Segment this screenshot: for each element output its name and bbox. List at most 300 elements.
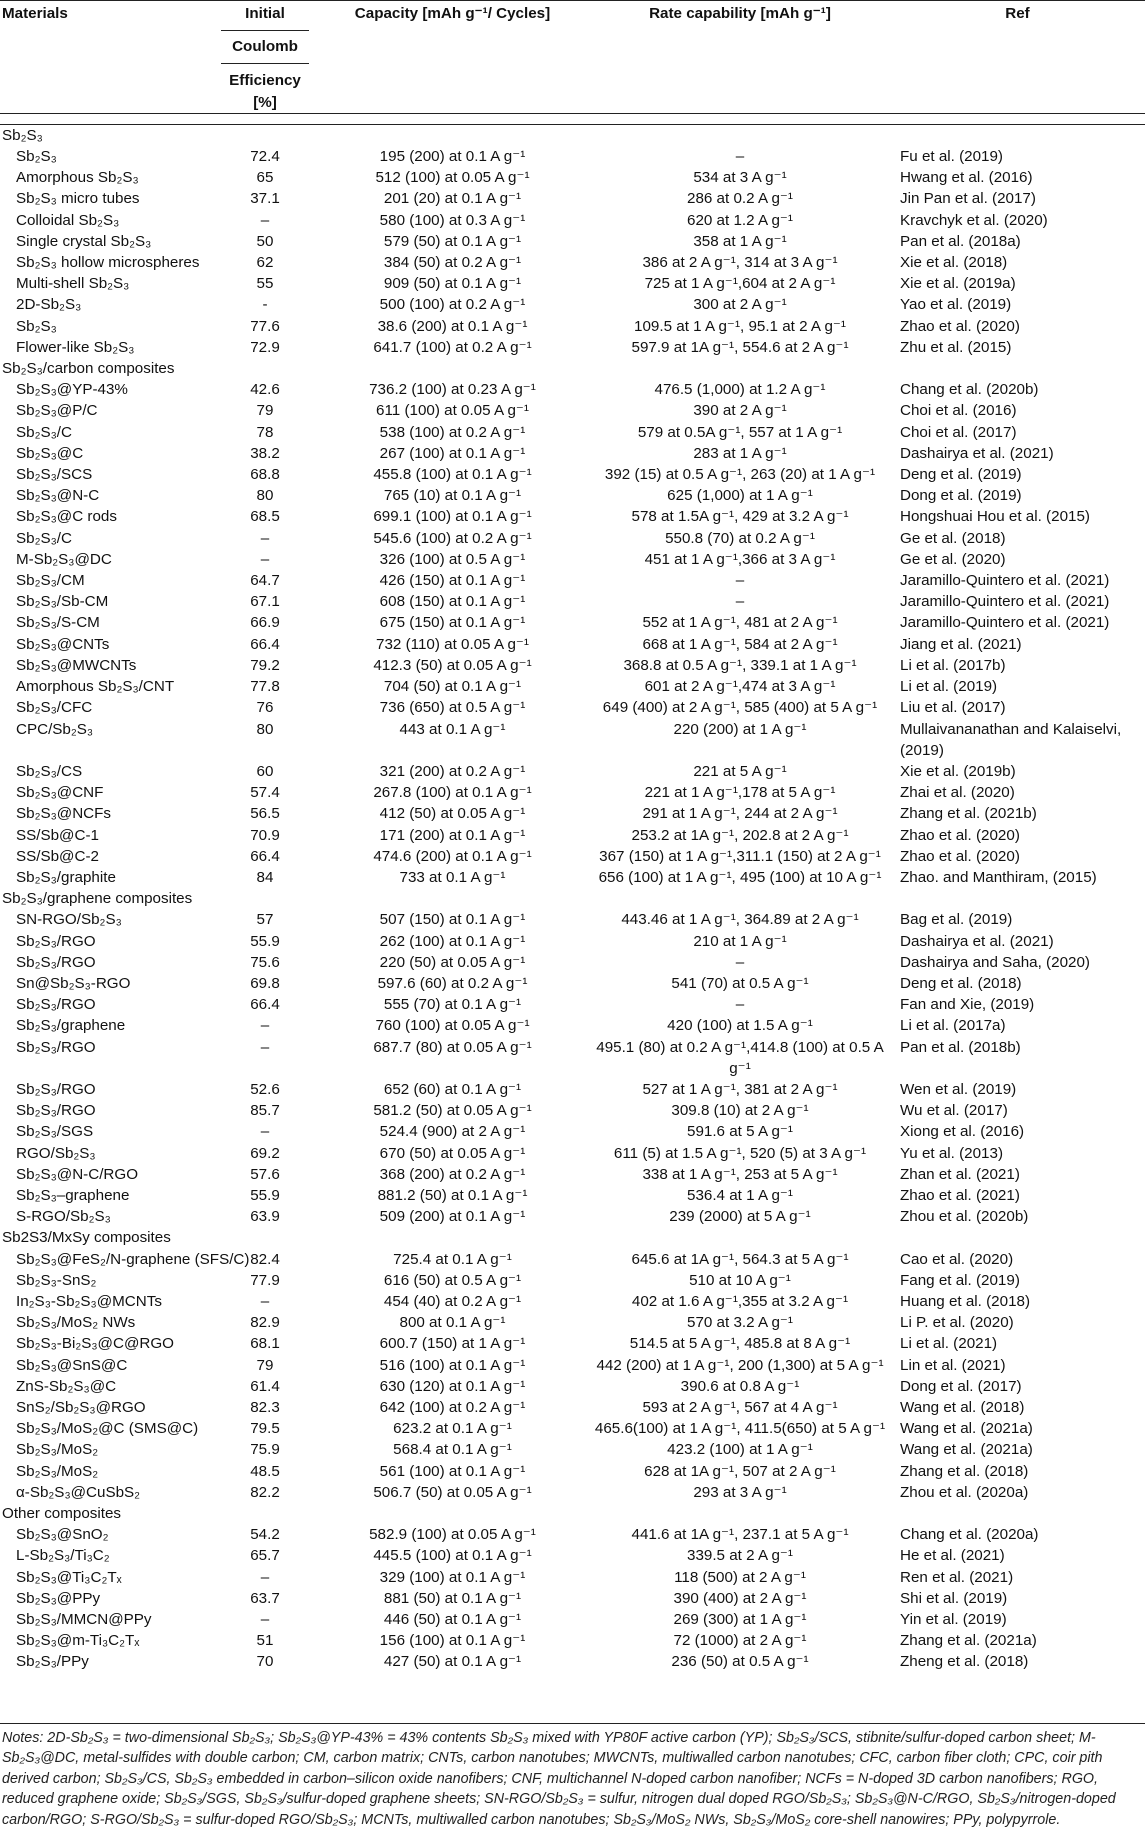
cell-rate: 283 at 1 A g⁻¹ xyxy=(693,444,787,462)
cell-capacity: 455.8 (100) at 0.1 A g⁻¹ xyxy=(373,466,532,484)
cell-efficiency: 66.4 xyxy=(250,847,280,865)
header-rate: Rate capability [mAh g⁻¹] xyxy=(649,5,831,22)
cell-efficiency: 60 xyxy=(256,762,274,780)
cell-material: Sb₂S₃/PPy xyxy=(16,1653,89,1671)
cell-rate: 476.5 (1,000) at 1.2 A g⁻¹ xyxy=(654,381,826,399)
table-row xyxy=(0,422,1145,443)
table-row xyxy=(0,379,1145,400)
cell-ref: Deng et al. (2018) xyxy=(900,974,1022,992)
cell-efficiency: 85.7 xyxy=(250,1102,280,1120)
cell-capacity: 579 (50) at 0.1 A g⁻¹ xyxy=(383,232,522,250)
cell-material: α-Sb₂S₃@CuSbS₂ xyxy=(16,1483,141,1501)
cell-rate: 239 (2000) at 5 A g⁻¹ xyxy=(669,1208,811,1226)
cell-material: Sb₂S₃/S-CM xyxy=(16,614,100,632)
cell-efficiency: 82.9 xyxy=(250,1314,280,1332)
cell-rate: – xyxy=(735,593,745,611)
cell-material: SN-RGO/Sb₂S₃ xyxy=(16,911,122,929)
cell-material: Sb₂S₃@SnO₂ xyxy=(16,1526,109,1544)
cell-rate: – xyxy=(735,148,745,166)
cell-material: Sb₂S₃-Bi₂S₃@C@RGO xyxy=(16,1335,174,1353)
cell-capacity: 156 (100) at 0.1 A g⁻¹ xyxy=(379,1632,526,1650)
cell-material: Sb₂S₃@C xyxy=(16,444,84,462)
cell-ref: Dashairya et al. (2021) xyxy=(900,444,1054,462)
cell-efficiency: 65 xyxy=(256,169,274,187)
cell-material: Sb₂S₃/RGO xyxy=(16,932,96,950)
cell-rate: 668 at 1 A g⁻¹, 584 at 2 A g⁻¹ xyxy=(642,635,838,653)
section-header xyxy=(0,1227,1145,1248)
cell-efficiency: 37.1 xyxy=(250,190,280,208)
cell-ref: Zhu et al. (2015) xyxy=(900,338,1012,356)
cell-material: Sb₂S₃/CFC xyxy=(16,699,93,717)
cell-rate: 269 (300) at 1 A g⁻¹ xyxy=(673,1611,807,1629)
cell-capacity: 760 (100) at 0.05 A g⁻¹ xyxy=(375,1017,530,1035)
cell-capacity: 580 (100) at 0.3 A g⁻¹ xyxy=(379,211,526,229)
cell-material: Sb₂S₃@SnS@C xyxy=(16,1356,128,1374)
cell-ref: Zhao et al. (2020) xyxy=(900,826,1020,844)
header-initial: Initial xyxy=(245,5,285,22)
section-header xyxy=(0,1503,1145,1524)
cell-material: Sb₂S₃-SnS₂ xyxy=(16,1271,97,1289)
cell-ref: Ren et al. (2021) xyxy=(900,1568,1014,1586)
cell-ref: Zhang et al. (2018) xyxy=(900,1462,1029,1480)
table-row xyxy=(0,1143,1145,1164)
table-row xyxy=(0,1376,1145,1397)
cell-ref: Yin et al. (2019) xyxy=(900,1611,1007,1629)
cell-ref: Cao et al. (2020) xyxy=(900,1250,1014,1268)
cell-material: SS/Sb@C-1 xyxy=(16,826,99,844)
cell-capacity: 597.6 (60) at 0.2 A g⁻¹ xyxy=(377,974,528,992)
cell-efficiency: 82.3 xyxy=(250,1399,280,1416)
cell-ref: Chang et al. (2020b) xyxy=(900,381,1039,399)
cell-material: Sb₂S₃@m-Ti₃C₂Tₓ xyxy=(16,1632,140,1650)
cell-capacity: 732 (110) at 0.05 A g⁻¹ xyxy=(376,635,529,653)
cell-ref: Ge et al. (2020) xyxy=(900,550,1006,568)
cell-material: Sb₂S₃@PPy xyxy=(16,1589,101,1607)
cell-rate: 220 (200) at 1 A g⁻¹ xyxy=(673,720,807,738)
table-row xyxy=(0,952,1145,973)
cell-material: Flower-like Sb₂S₃ xyxy=(16,338,135,356)
cell-ref: Zhan et al. (2021) xyxy=(900,1165,1020,1183)
cell-material: Sb₂S₃/RGO xyxy=(16,1080,96,1098)
cell-efficiency: 82.2 xyxy=(250,1483,280,1501)
table-row xyxy=(0,528,1145,549)
cell-capacity: 38.6 (200) at 0.1 A g⁻¹ xyxy=(377,317,528,335)
cell-material: Sb₂S₃ xyxy=(16,148,57,166)
cell-capacity: 426 (150) at 0.1 A g⁻¹ xyxy=(379,572,526,590)
section-title: Sb₂S₃/carbon composites xyxy=(2,360,175,378)
cell-efficiency: 61.4 xyxy=(250,1377,280,1395)
cell-rate: 118 (500) at 2 A g⁻¹ xyxy=(674,1568,806,1586)
cell-rate: 338 at 1 A g⁻¹, 253 at 5 A g⁻¹ xyxy=(642,1165,838,1183)
table-row xyxy=(0,485,1145,506)
cell-rate: 593 at 2 A g⁻¹, 567 at 4 A g⁻¹ xyxy=(642,1399,838,1416)
table-row xyxy=(0,676,1145,697)
table-row xyxy=(0,464,1145,485)
cell-ref: Wu et al. (2017) xyxy=(900,1102,1008,1120)
table-body xyxy=(0,124,1145,1672)
cell-material: Single crystal Sb₂S₃ xyxy=(16,232,152,250)
cell-capacity: 652 (60) at 0.1 A g⁻¹ xyxy=(383,1080,522,1098)
cell-efficiency: 42.6 xyxy=(250,381,280,399)
table-row xyxy=(0,1291,1145,1312)
table-row xyxy=(0,1588,1145,1609)
cell-efficiency: 63.9 xyxy=(250,1208,280,1226)
cell-material: Sb₂S₃/CS xyxy=(16,762,83,780)
cell-ref: Zheng et al. (2018) xyxy=(900,1653,1029,1671)
cell-material: Sb₂S₃–graphene xyxy=(16,1186,130,1204)
table-row xyxy=(0,549,1145,570)
cell-material: Sb₂S₃ micro tubes xyxy=(16,190,140,208)
cell-efficiency: 56.5 xyxy=(250,805,280,823)
cell-capacity: 384 (50) at 0.2 A g⁻¹ xyxy=(383,254,522,272)
cell-rate: 645.6 at 1A g⁻¹, 564.3 at 5 A g⁻¹ xyxy=(631,1250,849,1268)
cell-rate: 578 at 1.5A g⁻¹, 429 at 3.2 A g⁻¹ xyxy=(631,508,849,526)
table-row xyxy=(0,252,1145,273)
cell-rate: 390.6 at 0.8 A g⁻¹ xyxy=(680,1377,800,1395)
table-row xyxy=(0,909,1145,930)
cell-ref: Mullaivananathan and Kalaiselvi, (2019) xyxy=(900,720,1122,759)
cell-rate: 221 at 1 A g⁻¹,178 at 5 A g⁻¹ xyxy=(644,784,836,802)
cell-material: Sb₂S₃ hollow microspheres xyxy=(16,254,200,272)
cell-ref: Zhao et al. (2020) xyxy=(900,317,1020,335)
table-row xyxy=(0,867,1145,888)
cell-capacity: 611 (100) at 0.05 A g⁻¹ xyxy=(376,402,529,420)
table-header xyxy=(0,1,1145,125)
table-row xyxy=(0,1439,1145,1460)
cell-rate: 392 (15) at 0.5 A g⁻¹, 263 (20) at 1 A g⁻¹ xyxy=(604,466,876,484)
cell-material: M-Sb₂S₃@DC xyxy=(16,550,112,568)
table-row xyxy=(0,1079,1145,1100)
cell-capacity: 630 (120) at 0.1 A g⁻¹ xyxy=(379,1377,526,1395)
cell-capacity: 623.2 at 0.1 A g⁻¹ xyxy=(393,1420,512,1438)
table-row xyxy=(0,1397,1145,1418)
cell-efficiency: 55 xyxy=(256,275,274,293)
cell-ref: He et al. (2021) xyxy=(900,1547,1005,1565)
cell-material: Sb₂S₃@YP-43% xyxy=(16,381,128,399)
cell-efficiency: 79 xyxy=(256,402,274,420)
cell-ref: Xie et al. (2019b) xyxy=(900,762,1016,780)
cell-material: ZnS-Sb₂S₃@C xyxy=(16,1377,117,1395)
cell-capacity: 500 (100) at 0.2 A g⁻¹ xyxy=(379,296,526,314)
cell-ref: Zhang et al. (2021a) xyxy=(900,1632,1037,1650)
cell-rate: 210 at 1 A g⁻¹ xyxy=(693,932,787,950)
cell-efficiency: 62 xyxy=(256,254,274,272)
cell-efficiency: 80 xyxy=(256,487,274,505)
cell-capacity: 427 (50) at 0.1 A g⁻¹ xyxy=(383,1653,522,1671)
cell-capacity: 704 (50) at 0.1 A g⁻¹ xyxy=(383,678,522,696)
table-row xyxy=(0,803,1145,824)
section-title: Sb₂S₃/graphene composites xyxy=(2,890,193,908)
cell-ref: Zhou et al. (2020a) xyxy=(900,1483,1029,1501)
cell-capacity: 736.2 (100) at 0.23 A g⁻¹ xyxy=(369,381,536,399)
table-row xyxy=(0,719,1145,761)
cell-capacity: 368 (200) at 0.2 A g⁻¹ xyxy=(379,1165,526,1183)
cell-material: In₂S₃-Sb₂S₃@MCNTs xyxy=(16,1292,162,1310)
cell-efficiency: 54.2 xyxy=(250,1526,280,1544)
cell-capacity: 725.4 at 0.1 A g⁻¹ xyxy=(393,1250,512,1268)
table-row xyxy=(0,1651,1145,1672)
cell-rate: 625 (1,000) at 1 A g⁻¹ xyxy=(667,487,813,505)
cell-rate: 339.5 at 2 A g⁻¹ xyxy=(687,1547,793,1565)
cell-capacity: 538 (100) at 0.2 A g⁻¹ xyxy=(379,423,526,441)
cell-rate: 527 at 1 A g⁻¹, 381 at 2 A g⁻¹ xyxy=(642,1080,838,1098)
cell-capacity: 516 (100) at 0.1 A g⁻¹ xyxy=(379,1356,526,1374)
cell-rate: 656 (100) at 1 A g⁻¹, 495 (100) at 10 A g⁻¹ xyxy=(598,868,882,886)
cell-rate: 536.4 at 1 A g⁻¹ xyxy=(687,1186,793,1204)
cell-rate: – xyxy=(735,953,745,971)
cell-capacity: 765 (10) at 0.1 A g⁻¹ xyxy=(383,487,522,505)
cell-ref: Pan et al. (2018b) xyxy=(900,1038,1021,1056)
cell-material: Sb₂S₃/RGO xyxy=(16,996,96,1014)
cell-ref: Li P. et al. (2020) xyxy=(900,1314,1014,1332)
cell-ref: Kravchyk et al. (2020) xyxy=(900,211,1048,229)
table-row xyxy=(0,1206,1145,1227)
table-row xyxy=(0,1164,1145,1185)
cell-material: Sb₂S₃@P/C xyxy=(16,402,98,420)
cell-ref: Bag et al. (2019) xyxy=(900,911,1013,929)
cell-ref: Xie et al. (2018) xyxy=(900,254,1008,272)
cell-material: Sb₂S₃/C xyxy=(16,529,72,547)
cell-ref: Li et al. (2017b) xyxy=(900,656,1006,674)
cell-ref: Jin Pan et al. (2017) xyxy=(900,190,1036,208)
cell-capacity: 736 (650) at 0.5 A g⁻¹ xyxy=(379,699,526,717)
cell-rate: 591.6 at 5 A g⁻¹ xyxy=(687,1123,793,1141)
section-header xyxy=(0,888,1145,909)
table-row xyxy=(0,1312,1145,1333)
cell-capacity: 329 (100) at 0.1 A g⁻¹ xyxy=(379,1568,526,1586)
cell-rate: 611 (5) at 1.5 A g⁻¹, 520 (5) at 3 A g⁻¹ xyxy=(613,1144,867,1162)
cell-rate: 441.6 at 1A g⁻¹, 237.1 at 5 A g⁻¹ xyxy=(631,1526,849,1544)
section-title: Sb2S3/MxSy composites xyxy=(2,1229,171,1247)
cell-capacity: 909 (50) at 0.1 A g⁻¹ xyxy=(383,275,522,293)
cell-efficiency: 79 xyxy=(256,1356,274,1374)
cell-efficiency: – xyxy=(260,1123,270,1141)
cell-material: Sb₂S₃/RGO xyxy=(16,1038,96,1056)
cell-ref: Jaramillo-Quintero et al. (2021) xyxy=(900,593,1110,611)
cell-ref: Hwang et al. (2016) xyxy=(900,169,1033,187)
header-efficiency-label: Efficiency [%] xyxy=(221,63,309,112)
cell-capacity: 600.7 (150) at 1 A g⁻¹ xyxy=(379,1335,526,1353)
cell-efficiency: 57.6 xyxy=(250,1165,280,1183)
cell-ref: Dashairya et al. (2021) xyxy=(900,932,1054,950)
cell-material: S-RGO/Sb₂S₃ xyxy=(16,1208,111,1226)
cell-rate: 443.46 at 1 A g⁻¹, 364.89 at 2 A g⁻¹ xyxy=(621,911,859,929)
cell-rate: 420 (100) at 1.5 A g⁻¹ xyxy=(667,1017,813,1035)
cell-material: Sb₂S₃@Ti₃C₂Tₓ xyxy=(16,1568,122,1586)
cell-material: Sb₂S₃@MWCNTs xyxy=(16,656,137,674)
cell-capacity: 321 (200) at 0.2 A g⁻¹ xyxy=(379,762,526,780)
table-row xyxy=(0,1482,1145,1503)
cell-efficiency: 55.9 xyxy=(250,932,280,950)
cell-capacity: 642 (100) at 0.2 A g⁻¹ xyxy=(379,1399,526,1416)
table-row xyxy=(0,273,1145,294)
table-row xyxy=(0,1015,1145,1036)
cell-efficiency: – xyxy=(260,529,270,547)
cell-ref: Wang et al. (2021a) xyxy=(900,1441,1033,1459)
cell-capacity: 641.7 (100) at 0.2 A g⁻¹ xyxy=(373,338,532,356)
cell-rate: 725 at 1 A g⁻¹,604 at 2 A g⁻¹ xyxy=(644,275,836,293)
cell-rate: 236 (50) at 0.5 A g⁻¹ xyxy=(671,1653,809,1671)
cell-capacity: 446 (50) at 0.1 A g⁻¹ xyxy=(383,1611,522,1629)
cell-efficiency: 57 xyxy=(256,911,274,929)
cell-efficiency: 66.9 xyxy=(250,614,280,632)
table-row xyxy=(0,1567,1145,1588)
cell-capacity: 881.2 (50) at 0.1 A g⁻¹ xyxy=(377,1186,528,1204)
cell-efficiency: 67.1 xyxy=(250,593,280,611)
cell-material: CPC/Sb₂S₃ xyxy=(16,720,94,738)
cell-ref: Yu et al. (2013) xyxy=(900,1144,1004,1162)
cell-material: Sb₂S₃/Sb-CM xyxy=(16,593,109,611)
cell-rate: 368.8 at 0.5 A g⁻¹, 339.1 at 1 A g⁻¹ xyxy=(623,656,857,674)
cell-ref: Zhou et al. (2020b) xyxy=(900,1208,1029,1226)
cell-capacity: 616 (50) at 0.5 A g⁻¹ xyxy=(383,1271,522,1289)
cell-material: Sb₂S₃/graphite xyxy=(16,868,116,886)
cell-efficiency: 68.1 xyxy=(250,1335,280,1353)
cell-capacity: 507 (150) at 0.1 A g⁻¹ xyxy=(379,911,526,929)
cell-rate: 109.5 at 1 A g⁻¹, 95.1 at 2 A g⁻¹ xyxy=(634,317,846,335)
header-coulomb: Coulomb xyxy=(221,30,309,57)
cell-efficiency: 75.6 xyxy=(250,953,280,971)
cell-capacity: 670 (50) at 0.05 A g⁻¹ xyxy=(379,1144,526,1162)
cell-efficiency: 72.9 xyxy=(250,338,280,356)
cell-material: Sb₂S₃/MoS₂ xyxy=(16,1441,99,1459)
header-materials: Materials xyxy=(2,5,68,22)
cell-material: Sb₂S₃@FeS₂/N-graphene (SFS/C) xyxy=(16,1250,250,1268)
cell-capacity: 195 (200) at 0.1 A g⁻¹ xyxy=(379,148,526,166)
cell-capacity: 608 (150) at 0.1 A g⁻¹ xyxy=(379,593,526,611)
cell-rate: 552 at 1 A g⁻¹, 481 at 2 A g⁻¹ xyxy=(642,614,838,632)
cell-ref: Choi et al. (2017) xyxy=(900,423,1017,441)
cell-capacity: 267.8 (100) at 0.1 A g⁻¹ xyxy=(373,784,532,802)
cell-capacity: 687.7 (80) at 0.05 A g⁻¹ xyxy=(373,1038,532,1056)
table-row xyxy=(0,1037,1145,1079)
cell-material: Amorphous Sb₂S₃/CNT xyxy=(16,678,175,696)
cell-capacity: 699.1 (100) at 0.1 A g⁻¹ xyxy=(373,508,532,526)
cell-efficiency: 77.8 xyxy=(250,678,280,696)
cell-material: Sb₂S₃@CNTs xyxy=(16,635,110,653)
cell-ref: Dashairya and Saha, (2020) xyxy=(900,953,1090,971)
cell-material: Multi-shell Sb₂S₃ xyxy=(16,275,130,293)
section-header xyxy=(0,358,1145,379)
cell-capacity: 881 (50) at 0.1 A g⁻¹ xyxy=(383,1589,522,1607)
table-row xyxy=(0,1100,1145,1121)
cell-rate: 597.9 at 1A g⁻¹, 554.6 at 2 A g⁻¹ xyxy=(631,338,849,356)
table-row xyxy=(0,443,1145,464)
cell-rate: 649 (400) at 2 A g⁻¹, 585 (400) at 5 A g⁻¹ xyxy=(602,699,878,717)
cell-ref: Wang et al. (2021a) xyxy=(900,1420,1033,1438)
section-title: Sb₂S₃ xyxy=(2,126,43,144)
table-row xyxy=(0,591,1145,612)
cell-efficiency: – xyxy=(260,1292,270,1310)
cell-rate: 534 at 3 A g⁻¹ xyxy=(693,169,787,187)
table-row xyxy=(0,506,1145,527)
cell-material: Sb₂S₃/RGO xyxy=(16,953,96,971)
table-row xyxy=(0,846,1145,867)
table-row xyxy=(0,697,1145,718)
cell-material: Sb₂S₃@N-C/RGO xyxy=(16,1165,139,1183)
cell-efficiency: 68.5 xyxy=(250,508,280,526)
table-row xyxy=(0,316,1145,337)
cell-rate: 570 at 3.2 A g⁻¹ xyxy=(687,1314,793,1332)
cell-efficiency: – xyxy=(260,1611,270,1629)
cell-efficiency: 51 xyxy=(256,1632,274,1650)
table-row xyxy=(0,655,1145,676)
cell-material: Sb₂S₃/MoS₂ NWs xyxy=(16,1314,136,1332)
table-row xyxy=(0,400,1145,421)
cell-ref: Wen et al. (2019) xyxy=(900,1080,1017,1098)
cell-rate: 601 at 2 A g⁻¹,474 at 3 A g⁻¹ xyxy=(644,678,836,696)
table-row xyxy=(0,294,1145,315)
cell-capacity: 581.2 (50) at 0.05 A g⁻¹ xyxy=(373,1102,532,1120)
table-row xyxy=(0,634,1145,655)
cell-rate: 550.8 (70) at 0.2 A g⁻¹ xyxy=(665,529,815,547)
cell-capacity: 171 (200) at 0.1 A g⁻¹ xyxy=(379,826,526,844)
cell-ref: Li et al. (2017a) xyxy=(900,1017,1006,1035)
table-row xyxy=(0,1355,1145,1376)
cell-material: SnS₂/Sb₂S₃@RGO xyxy=(16,1399,146,1416)
cell-capacity: 561 (100) at 0.1 A g⁻¹ xyxy=(379,1462,526,1480)
cell-capacity: 512 (100) at 0.05 A g⁻¹ xyxy=(375,169,530,187)
table-row xyxy=(0,337,1145,358)
table-row xyxy=(0,1333,1145,1354)
cell-rate: 402 at 1.6 A g⁻¹,355 at 3.2 A g⁻¹ xyxy=(631,1292,849,1310)
cell-rate: 514.5 at 5 A g⁻¹, 485.8 at 8 A g⁻¹ xyxy=(629,1335,851,1353)
table-row xyxy=(0,782,1145,803)
cell-ref: Zhang et al. (2021b) xyxy=(900,805,1037,823)
cell-ref: Li et al. (2021) xyxy=(900,1335,998,1353)
cell-capacity: 326 (100) at 0.5 A g⁻¹ xyxy=(379,550,526,568)
table-row xyxy=(0,1630,1145,1651)
cell-efficiency: 69.2 xyxy=(250,1144,280,1162)
cell-ref: Lin et al. (2021) xyxy=(900,1356,1006,1374)
cell-efficiency: 65.7 xyxy=(250,1547,280,1565)
cell-rate: – xyxy=(735,996,745,1014)
cell-efficiency: 66.4 xyxy=(250,635,280,653)
table-notes: Notes: 2D-Sb₂S₃ = two-dimensional Sb₂S₃; Sb₂S₃@YP-43% = 43% contents Sb₂S₃ mixed with YP80F active carbon (YP); Sb₂S₃/SCS, stibnite/sulfur-doped carbon sheet; M-Sb₂S₃@DC, metal-sulfides with double carbon; CM, carbon matrix; CNTs, carbon nanotubes; MWCNTs, multiwalled carbon nanotubes; CFC, carbon fiber cloth; CPC, coir pith derived carbon; Sb₂S₃/CS, Sb₂S₃ embedded in carbon–silicon oxide nanofibers; CNF, multichannel N-doped carbon nanofiber; NCFs = N-doped 3D carbon nanofibers; RGO, reduced graphene oxide; Sb₂S₃/SGS, Sb₂S₃/sulfur-doped graphene sheets; SN-RGO/Sb₂S₃ = sulfur, nitrogen dual doped RGO/Sb₂S₃; Sb₂S₃@N-C/RGO, Sb₂S₃/nitrogen-doped carbon/RGO; S-RGO/Sb₂S₃ = sulfur-doped RGO/Sb₂S₃; MCNTs, multiwalled carbon nanotubes; Sb₂S₃/MoS₂ NWs, Sb₂S₃/MoS₂ core-shell nanowires; PPy, polypyrrole. xyxy=(0,1723,1145,1830)
cell-rate: 442 (200) at 1 A g⁻¹, 200 (1,300) at 5 A g⁻¹ xyxy=(596,1356,884,1374)
cell-ref: Zhao et al. (2021) xyxy=(900,1186,1020,1204)
table-row xyxy=(0,210,1145,231)
table-row xyxy=(0,167,1145,188)
cell-efficiency: - xyxy=(262,296,268,314)
cell-material: L-Sb₂S₃/Ti₃C₂ xyxy=(16,1547,110,1565)
cell-capacity: 454 (40) at 0.2 A g⁻¹ xyxy=(383,1292,522,1310)
cell-efficiency: 77.6 xyxy=(250,317,280,335)
cell-capacity: 412.3 (50) at 0.05 A g⁻¹ xyxy=(373,656,532,674)
cell-ref: Fang et al. (2019) xyxy=(900,1271,1020,1289)
cell-efficiency: 75.9 xyxy=(250,1441,280,1459)
cell-rate: 309.8 (10) at 2 A g⁻¹ xyxy=(671,1102,809,1120)
cell-capacity: 568.4 at 0.1 A g⁻¹ xyxy=(393,1441,512,1459)
cell-ref: Hongshuai Hou et al. (2015) xyxy=(900,508,1090,526)
cell-material: Sb₂S₃/RGO xyxy=(16,1102,96,1120)
cell-efficiency: – xyxy=(260,211,270,229)
cell-capacity: 220 (50) at 0.05 A g⁻¹ xyxy=(379,953,526,971)
table-row xyxy=(0,1418,1145,1439)
cell-efficiency: 76 xyxy=(256,699,274,717)
cell-material: Sn@Sb₂S₃-RGO xyxy=(16,974,131,992)
cell-efficiency: – xyxy=(260,1017,270,1035)
cell-rate: 367 (150) at 1 A g⁻¹,311.1 (150) at 2 A g⁻¹ xyxy=(599,847,881,865)
cell-ref: Jiang et al. (2021) xyxy=(900,635,1022,653)
cell-efficiency: 82.4 xyxy=(250,1250,280,1268)
table-row xyxy=(0,1609,1145,1630)
cell-rate: 423.2 (100) at 1 A g⁻¹ xyxy=(667,1441,813,1459)
table-row xyxy=(0,1121,1145,1142)
cell-capacity: 582.9 (100) at 0.05 A g⁻¹ xyxy=(369,1526,536,1544)
cell-material: SS/Sb@C-2 xyxy=(16,847,99,865)
cell-material: RGO/Sb₂S₃ xyxy=(16,1144,96,1162)
